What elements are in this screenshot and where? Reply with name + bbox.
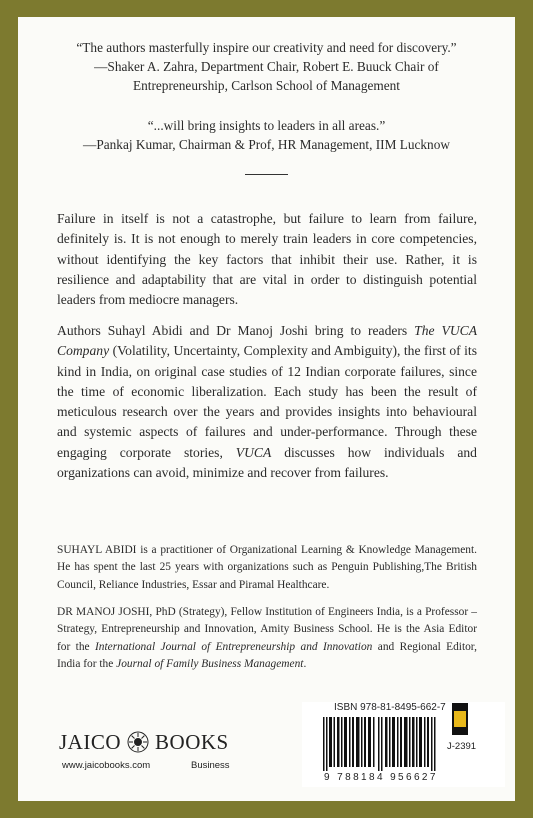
publisher-website: www.jaicobooks.com [62,760,151,771]
blurb-paragraph-2 [57,321,477,483]
back-cover [18,17,515,801]
journal-title-italic: Journal of Family Business Management [116,658,304,671]
barcode-number: 9 788184 956627 [324,772,438,783]
endorsement-2-attribution: —Pankaj Kumar, Chairman & Prof, HR Management, IIM Lucknow [83,137,450,152]
publisher-name-left: JAICO [59,729,122,754]
barcode-icon [323,717,441,771]
publisher-logo [59,728,229,756]
imprint-category: Business [191,760,230,771]
catalog-code: J-2391 [447,741,477,752]
badge-inner [454,711,466,727]
author-bio-joshi [57,604,477,674]
vuca-italic: VUCA [235,444,272,460]
blurb-text: Authors Suhayl Abidi and Dr Manoj Joshi bring to readers [57,323,415,338]
book-title-italic: The VUCA Company [57,323,478,359]
bio-text: . [303,658,307,671]
isbn-label: ISBN 978-81-8495-662-7 [334,702,446,713]
bio-text: and Regional Editor, India for the [57,640,477,671]
jaico-sun-logo-icon [127,731,149,753]
endorsement-1-quote: “The authors masterfully inspire our creativity and need for discovery.” [76,40,457,55]
journal-title-italic: International Journal of Entrepreneurship and Innovation [95,640,373,653]
endorsement-1-attribution-line2: Entrepreneurship, Carlson School of Management [133,78,400,93]
endorsement-1-attribution-line1: —Shaker A. Zahra, Department Chair, Robert E. Buuck Chair of [94,59,439,74]
publisher-badge-icon [452,703,468,735]
blurb-text: discusses how individuals and organizations can avoid, minimize and recover from failures. [57,444,477,481]
endorsement-2-quote: “...will bring insights to leaders in all areas.” [147,118,386,133]
blurb-paragraph-1: Failure in itself is not a catastrophe, but failure to learn from failure, definitely is. It is not enough to merely train leaders in core competencies, without identifying the key factors that inhibit their use. Rather, it is resilience and adaptability that are vital in order to distinguish potential leaders from mediocre managers. [57,211,477,308]
blurb-text: (Volatility, Uncertainty, Complexity and Ambiguity), the first of its kind in India, on original case studies of 12 Indian corporate failures, since the time of economic liberalization. Each study has been the result of meticulous research over the years and provides insights into behavioural and systemic aspects of failures and under-performance. Through these engaging corporate stories, [57,343,477,460]
author-bio-abidi: SUHAYL ABIDI is a practitioner of Organizational Learning & Knowledge Management. He has spent the last 25 years with organizations such as Penguin Publishing,The British Council, Reliance Industries, Essar and Piramal Healthcare. [57,544,477,591]
divider-rule [245,174,288,175]
publisher-name-right: BOOKS [155,729,229,754]
bio-text: DR MANOJ JOSHI, PhD (Strategy), Fellow Institution of Engineers India, is a Professor – Strategy, Entrepreneurship and Innovation, Amity Business School. He is the Asia Editor for the [57,606,477,653]
